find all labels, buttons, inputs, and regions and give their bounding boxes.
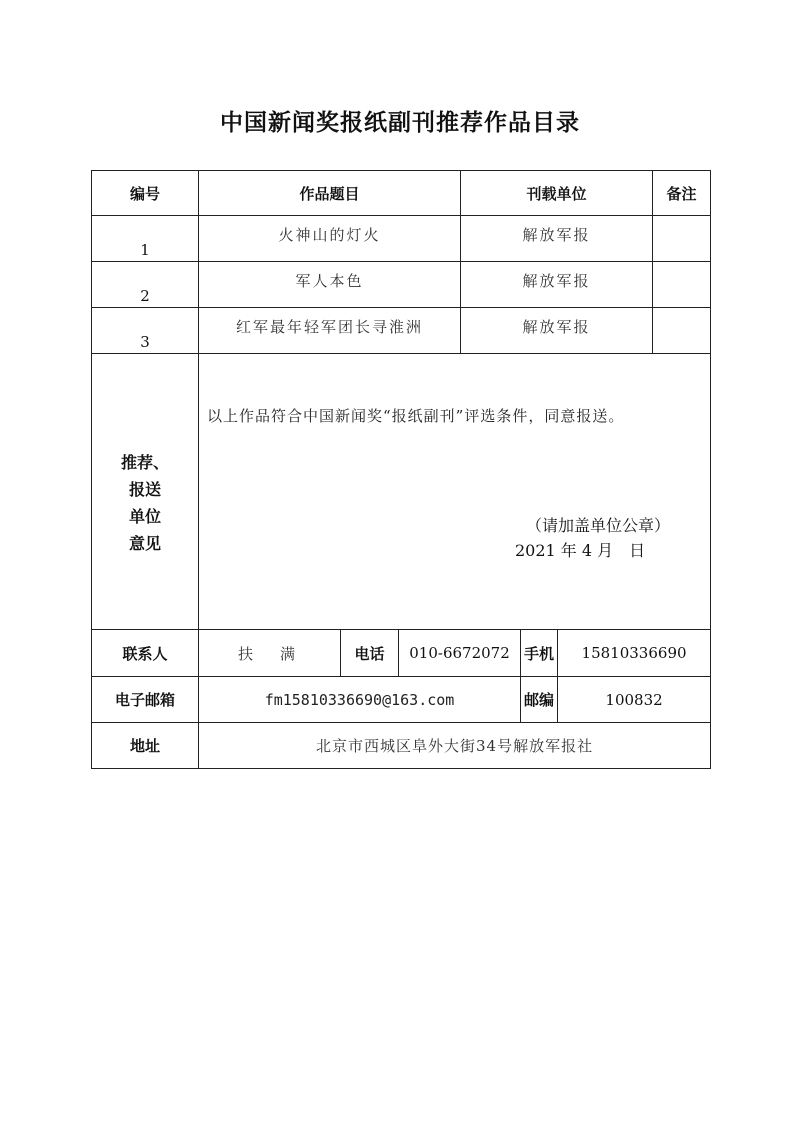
phone-value: 010-6672072: [399, 630, 521, 677]
opinion-text: 以上作品符合中国新闻奖“报纸副刊”评选条件，同意报送。: [207, 407, 625, 425]
email-row: [92, 677, 711, 723]
postcode-value: 100832: [558, 677, 711, 723]
header-publisher: 刊载单位: [461, 171, 653, 216]
header-work-title: 作品题目: [199, 171, 461, 216]
opinion-label-line: 报送: [128, 479, 161, 499]
email-value: fm15810336690@163.com: [199, 677, 521, 723]
row-publisher: 解放军报: [461, 308, 653, 354]
header-number: 编号: [92, 171, 199, 216]
table-row: [92, 308, 711, 354]
mobile-value: 15810336690: [558, 630, 711, 677]
address-value: 北京市西城区阜外大街34号解放军报社: [199, 723, 711, 769]
row-publisher: 解放军报: [461, 262, 653, 308]
recommendation-table: [91, 170, 711, 769]
row-number: 2: [92, 262, 199, 308]
opinion-date: 2021 年 4 月 日: [515, 541, 646, 560]
contact-person-value: 扶 满: [199, 630, 341, 677]
row-remarks: [653, 308, 711, 354]
opinion-body: [199, 354, 711, 630]
seal-note: （请加盖单位公章）: [526, 516, 671, 535]
opinion-row: [92, 354, 711, 630]
row-title: 红军最年轻军团长寻淮洲: [199, 308, 461, 354]
contact-row: [92, 630, 711, 677]
opinion-label: [92, 354, 199, 630]
row-number: 1: [92, 216, 199, 262]
opinion-label-line: 意见: [128, 533, 161, 553]
table-row: [92, 216, 711, 262]
row-publisher: 解放军报: [461, 216, 653, 262]
table-row: [92, 262, 711, 308]
address-row: [92, 723, 711, 769]
row-title: 军人本色: [199, 262, 461, 308]
row-remarks: [653, 262, 711, 308]
address-label: 地址: [92, 723, 199, 769]
table-header-row: [92, 171, 711, 216]
phone-label: 电话: [341, 630, 399, 677]
document-title: 中国新闻奖报纸副刊推荐作品目录: [220, 109, 580, 136]
mobile-label: 手机: [521, 630, 558, 677]
row-number: 3: [92, 308, 199, 354]
header-remarks: 备注: [653, 171, 711, 216]
postcode-label: 邮编: [521, 677, 558, 723]
row-title: 火神山的灯火: [199, 216, 461, 262]
row-remarks: [653, 216, 711, 262]
email-label: 电子邮箱: [92, 677, 199, 723]
opinion-label-line: 推荐、: [120, 452, 169, 472]
contact-person-label: 联系人: [92, 630, 199, 677]
opinion-label-line: 单位: [128, 506, 161, 526]
